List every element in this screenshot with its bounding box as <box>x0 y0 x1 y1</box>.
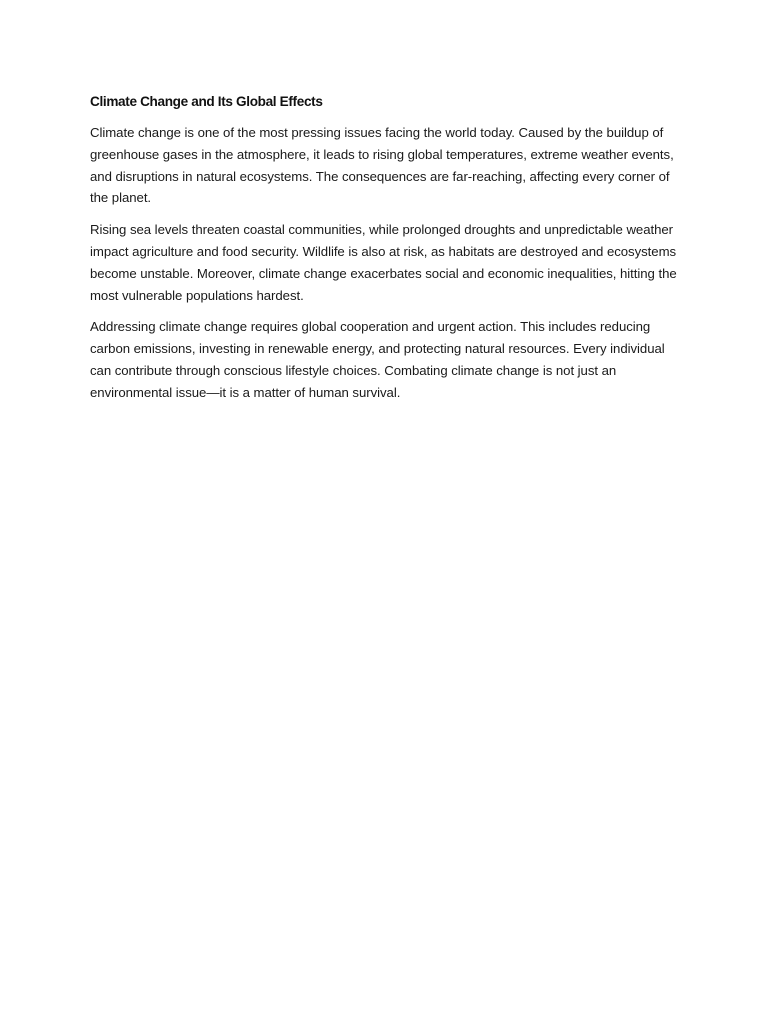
document-title: Climate Change and Its Global Effects <box>90 94 323 109</box>
paragraph-impacts: Rising sea levels threaten coastal communities, while prolonged droughts and unpredictable weather impact agriculture and food security. Wildlife is also at risk, as habitats are destroyed and ecosystems become unstable. Moreover, climate change exacerbates social and economic inequalities, hitting the most vulnerable populations hardest. <box>90 222 677 303</box>
paragraph-causes: Climate change is one of the most pressing issues facing the world today. Caused by the buildup of greenhouse gases in the atmosphere, it leads to rising global temperatures, extreme weather events, and disruptions in natural ecosystems. The consequences are far-reaching, affecting every corner of the planet. <box>90 125 674 206</box>
document-body <box>90 92 680 414</box>
paragraph-solutions: Addressing climate change requires global cooperation and urgent action. This includes reducing carbon emissions, investing in renewable energy, and protecting natural resources. Every individual can contribute through conscious lifestyle choices. Combating climate change is not just an environmental issue—it is a matter of human survival. <box>90 319 665 400</box>
